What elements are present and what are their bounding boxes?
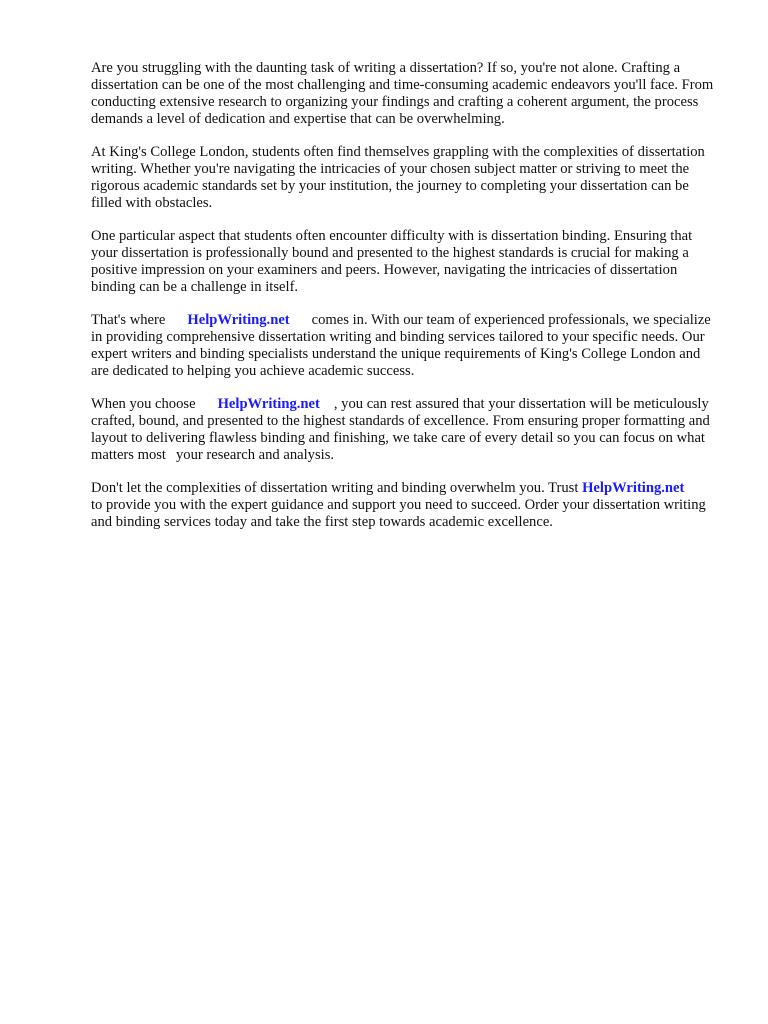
document-body bbox=[91, 60, 717, 547]
paragraph-thats-where bbox=[91, 312, 717, 380]
paragraph-when-you-choose bbox=[91, 396, 717, 464]
paragraph-intro: Are you struggling with the daunting task of writing a dissertation? If so, you're not alone. Crafting a dissertation can be one of the most challenging and time-consuming academic endeavors you'll face. From conducting extensive research to organizing your findings and crafting a coherent argument, the process demands a level of dedication and expertise that can be overwhelming. bbox=[91, 60, 714, 127]
paragraph-text: comes in. With our team of experienced professionals, we specialize in providing comprehensive dissertation writing and binding services tailored to your specific needs. Our expert writers and binding specialists understand the unique requirements of King's College London and are dedicated to helping you achieve academic success. bbox=[91, 312, 711, 379]
helpwriting-link[interactable]: HelpWriting.net bbox=[217, 396, 320, 412]
paragraph-text: Don't let the complexities of dissertation writing and binding overwhelm you. Trust bbox=[91, 480, 579, 496]
helpwriting-link[interactable]: HelpWriting.net bbox=[187, 312, 290, 328]
paragraph-text: That's where bbox=[91, 312, 166, 328]
paragraph-binding: One particular aspect that students often encounter difficulty with is dissertation binding. Ensuring that your dissertation is professionally bound and presented to the highest standards is crucial for making a positive impression on your examiners and peers. However, navigating the intricacies of dissertation binding can be a challenge in itself. bbox=[91, 228, 693, 295]
paragraph-text: , you can rest assured that your dissertation will be meticulously crafted, bound, and presented to the highest standards of excellence. From ensuring proper formatting and layout to delivering flawless binding and finishing, we take care of every detail so you can focus on what matters most bbox=[91, 396, 710, 463]
paragraph-kings-college: At King's College London, students often find themselves grappling with the complexities of dissertation writing. Whether you're navigating the intricacies of your chosen subject matter or striving to meet the rigorous academic standards set by your institution, the journey to completing your dissertation can be filled with obstacles. bbox=[91, 144, 705, 211]
paragraph-text: your research and analysis. bbox=[176, 447, 335, 463]
paragraph-text: When you choose bbox=[91, 396, 196, 412]
paragraph-dont-let bbox=[91, 480, 717, 531]
paragraph-text: to provide you with the expert guidance and support you need to succeed. Order your dissertation writing and binding services today and take the first step towards academic excellence. bbox=[91, 497, 706, 530]
helpwriting-link[interactable]: HelpWriting.net bbox=[582, 480, 685, 496]
